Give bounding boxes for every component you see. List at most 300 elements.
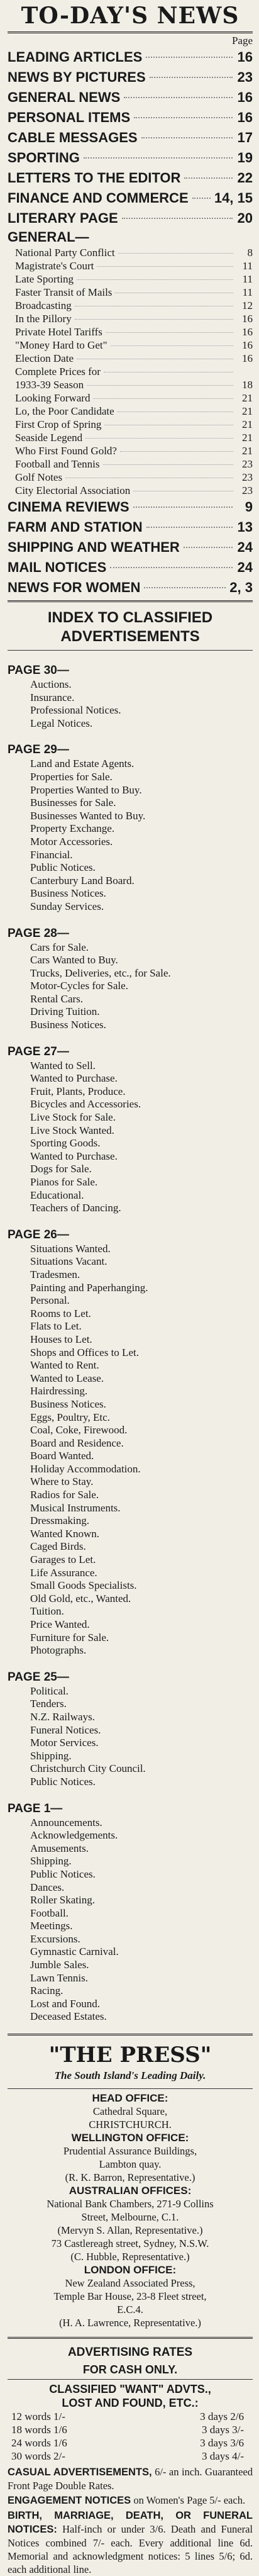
index-entry: Wanted to Lease.	[30, 1372, 104, 1384]
index-entry: Land and Estate Agents.	[30, 758, 135, 770]
general-item-page: 21	[242, 418, 253, 430]
general-item	[8, 378, 253, 391]
general-item	[8, 471, 253, 484]
index-entry: Furniture for Sale.	[30, 1631, 109, 1644]
index-section-heading: PAGE 28—	[8, 926, 69, 940]
index-entry: Pianos for Sale.	[30, 1176, 98, 1188]
general-item	[8, 418, 253, 431]
office-line: New Zealand Associated Press,	[65, 2277, 196, 2290]
wellington-office-label: WELLINGTON OFFICE:	[71, 2132, 189, 2144]
index-entry: Wanted Known.	[30, 1527, 100, 1540]
london-office-lines	[8, 2276, 253, 2329]
dot-leader	[93, 398, 233, 399]
general-item-title: Magistrate's Court	[15, 260, 94, 272]
index-entry: Wanted to Sell.	[30, 1059, 96, 1072]
office-line: 73 Castlereagh street, Sydney, N.S.W.	[51, 2237, 209, 2250]
rates-sub-rule	[8, 2379, 253, 2380]
general-item-title: First Crop of Spring	[15, 418, 102, 430]
general-item-page: 21	[242, 392, 253, 404]
index-entry: Where to Stay.	[30, 1476, 94, 1488]
dot-leader	[75, 319, 233, 320]
index-section-heading: PAGE 25—	[8, 1670, 69, 1684]
contents-title: NEWS FOR WOMEN	[8, 580, 141, 595]
index-entry: Holiday Accommodation.	[30, 1462, 141, 1475]
contents-row	[8, 108, 253, 128]
index-entry: Shipping.	[30, 1749, 72, 1762]
rate-days: 3 days 2/6	[200, 2411, 244, 2423]
index-section	[8, 1228, 253, 1657]
general-item	[8, 444, 253, 457]
contents-page: 9	[245, 499, 253, 515]
rate-days: 3 days 3/6	[200, 2437, 244, 2450]
index-entry: Property Exchange.	[30, 822, 115, 835]
index-entry: Lost and Found.	[30, 1997, 100, 2010]
general-item	[8, 286, 253, 299]
birth-notices-text: Half-inch or under 3/6. Death and Funeral Notices combined 7/- each. Every additional line 6d. Memorial and acknowledgment notices: 5 lines 5/6; 6d. each additional line.	[8, 2523, 253, 2576]
index-entry: Tuition.	[30, 1605, 64, 1618]
contents-row	[8, 148, 253, 168]
index-entry: Teachers of Dancing.	[30, 1202, 121, 1214]
dot-leader	[118, 253, 233, 254]
classified-rates-subheading: LOST AND FOUND, ETC.:	[62, 2397, 199, 2410]
general-item	[8, 299, 253, 312]
index-entry: Coal, Coke, Firewood.	[30, 1424, 128, 1436]
index-entry: Motor Accessories.	[30, 835, 113, 848]
general-item	[8, 457, 253, 471]
index-entry: Lawn Tennis.	[30, 1971, 88, 1984]
general-items	[8, 246, 253, 497]
index-entry: Hairdressing.	[30, 1385, 88, 1397]
index-entry: Shops and Offices to Let.	[30, 1346, 139, 1358]
index-section-heading: PAGE 26—	[8, 1228, 69, 1241]
rates-title: ADVERTISING RATES	[67, 2346, 193, 2360]
page-column-label: Page	[231, 35, 253, 47]
dot-leader	[110, 567, 233, 568]
index-entry: Football.	[30, 1907, 69, 1919]
index-section-entries	[8, 1060, 253, 1215]
general-item-title: Seaside Legend	[15, 432, 83, 444]
index-entry: Price Wanted.	[30, 1618, 90, 1630]
index-section-entries	[8, 758, 253, 913]
index-section	[8, 663, 253, 730]
rate-words: 30 words 2/-	[11, 2450, 65, 2463]
index-entry: Financial.	[30, 848, 73, 861]
index-entry: Personal.	[30, 1294, 70, 1307]
index-entry: Business Notices.	[30, 887, 106, 900]
index-entry: Businesses for Sale.	[30, 797, 116, 809]
press-sub-rule	[8, 2088, 253, 2089]
contents-title: LITERARY PAGE	[8, 210, 118, 226]
index-entry: Caged Birds.	[30, 1540, 86, 1553]
general-item-page: 18	[242, 379, 253, 391]
general-item-title: Football and Tennis	[15, 458, 100, 470]
index-entry: Eggs, Poultry, Etc.	[30, 1411, 110, 1423]
general-item-page: 16	[242, 326, 253, 338]
contents-title: CABLE MESSAGES	[8, 130, 138, 145]
index-title-rule	[8, 650, 253, 651]
general-heading: GENERAL—	[8, 229, 89, 245]
office-line: (R. K. Barron, Representative.)	[65, 2171, 196, 2184]
contents-page: 16	[237, 89, 253, 105]
press-top-rule	[8, 2034, 253, 2036]
head-office-label: HEAD OFFICE:	[92, 2092, 168, 2105]
index-section-heading: PAGE 1—	[8, 1801, 63, 1815]
index-entry: Wanted to Purchase.	[30, 1072, 118, 1085]
general-item-title: Private Hotel Tariffs	[15, 326, 102, 338]
contents-title: MAIL NOTICES	[8, 559, 107, 575]
contents-title: GENERAL NEWS	[8, 89, 121, 105]
index-entry: Flats to Let.	[30, 1320, 82, 1333]
index-entry: Acknowledgements.	[30, 1829, 118, 1842]
index-entry: Bicycles and Accessories.	[30, 1098, 141, 1111]
contents-title: LETTERS TO THE EDITOR	[8, 170, 181, 186]
general-item-title: National Party Conflict	[15, 247, 115, 259]
rates-top-rule	[8, 2337, 253, 2339]
dot-leader	[122, 218, 233, 219]
general-item-title: In the Pillory	[15, 313, 72, 325]
index-section-entries	[8, 1817, 253, 2024]
dot-leader	[134, 117, 233, 118]
general-item-title: Lo, the Poor Candidate	[15, 405, 114, 417]
dot-leader	[111, 345, 233, 346]
dot-leader	[124, 97, 233, 98]
general-item-title: Looking Forward	[15, 392, 91, 404]
general-item	[8, 365, 253, 378]
index-entry: Rooms to Let.	[30, 1307, 91, 1319]
office-line: National Bank Chambers, 271-9 Collins	[47, 2198, 214, 2210]
index-entry: Public Notices.	[30, 1868, 96, 1880]
office-line: Temple Bar House, 23-8 Fleet street,	[53, 2290, 207, 2303]
office-line: E.C.4.	[117, 2304, 143, 2316]
index-entry: Cars Wanted to Buy.	[30, 954, 118, 966]
general-item-title: Late Sporting	[15, 273, 74, 285]
general-item	[8, 246, 253, 259]
index-entry: Driving Tuition.	[30, 1005, 100, 1018]
index-entry: Announcements.	[30, 1816, 102, 1828]
engagement-text: on Women's Page 5/- each.	[133, 2494, 246, 2507]
general-item	[8, 339, 253, 352]
index-entry: Motor Services.	[30, 1737, 99, 1749]
dot-leader	[133, 507, 233, 508]
contents-title: SHIPPING AND WEATHER	[8, 539, 180, 555]
birth-notices-paragraph	[8, 2509, 253, 2576]
index-entry: Meetings.	[30, 1920, 73, 1932]
dot-leader	[77, 279, 233, 280]
general-item-page: 8	[247, 247, 253, 259]
general-item	[8, 325, 253, 339]
index-entry: Insurance.	[30, 691, 75, 703]
index-entry: Dances.	[30, 1881, 65, 1893]
dot-leader	[106, 332, 233, 333]
index-entry: Tradesmen.	[30, 1268, 80, 1280]
index-entry: Dogs for Sale.	[30, 1163, 92, 1175]
contents-row	[8, 497, 253, 517]
general-item-title: Who First Found Gold?	[15, 445, 117, 457]
general-item-page: 21	[242, 432, 253, 444]
index-entry: Canterbury Land Board.	[30, 874, 135, 887]
dot-leader	[146, 527, 233, 528]
rate-row	[8, 2423, 253, 2436]
rate-row	[8, 2410, 253, 2423]
index-section	[8, 742, 253, 913]
news-contents-list-2	[8, 497, 253, 598]
contents-title: CINEMA REVIEWS	[8, 499, 130, 515]
head-office-lines	[8, 2105, 253, 2131]
index-entry: Rental Cars.	[30, 992, 84, 1005]
index-section-entries	[8, 941, 253, 1032]
rate-days: 3 days 4/-	[201, 2450, 244, 2463]
masthead-rule	[8, 31, 253, 33]
index-entry: Dressmaking.	[30, 1515, 89, 1527]
contents-page: 20	[237, 210, 253, 226]
classified-rates-heading: CLASSIFIED "WANT" ADVTS.,	[49, 2383, 211, 2396]
index-entry: Business Notices.	[30, 1397, 106, 1410]
contents-page: 24	[237, 559, 253, 575]
masthead: TO-DAY'S NEWS	[21, 3, 240, 29]
office-line: Prudential Assurance Buildings,	[63, 2145, 197, 2158]
contents-page: 17	[237, 130, 253, 145]
contents-page: 2, 3	[229, 580, 253, 595]
index-entry: Old Gold, etc., Wanted.	[30, 1592, 131, 1604]
casual-ads-lead: CASUAL ADVERTISEMENTS,	[8, 2467, 152, 2478]
general-block	[8, 228, 253, 497]
index-entry: Amusements.	[30, 1842, 89, 1854]
index-entry: N.Z. Railways.	[30, 1710, 95, 1723]
general-item	[8, 312, 253, 325]
index-entry: Excursions.	[30, 1932, 80, 1945]
dot-leader	[192, 198, 211, 199]
index-section	[8, 1044, 253, 1215]
birth-notices-lead: BIRTH, MARRIAGE, DEATH, OR FUNERAL NOTICES:	[8, 2510, 253, 2536]
index-entry: Businesses Wanted to Buy.	[30, 809, 146, 822]
dot-leader	[85, 438, 233, 439]
dot-leader	[87, 385, 233, 386]
general-item	[8, 391, 253, 405]
index-section-heading: PAGE 30—	[8, 664, 69, 677]
press-subtitle: The South Island's Leading Daily.	[54, 2069, 206, 2082]
general-item-page: 12	[242, 300, 253, 311]
wellington-office-lines	[8, 2144, 253, 2184]
dot-leader	[120, 451, 233, 452]
rate-words: 24 words 1/6	[11, 2437, 67, 2450]
general-item	[8, 405, 253, 418]
contents-row	[8, 537, 253, 557]
office-line: Lambton quay.	[99, 2158, 162, 2171]
index-entry: Shipping.	[30, 1855, 72, 1868]
index-top-rule	[8, 600, 253, 602]
index-entry: Roller Skating.	[30, 1894, 95, 1907]
index-section-entries	[8, 1243, 253, 1657]
contents-page: 19	[237, 150, 253, 165]
rate-row	[8, 2450, 253, 2463]
index-entry: Trucks, Deliveries, etc., for Sale.	[30, 966, 171, 979]
contents-page: 22	[237, 170, 253, 186]
index-entry: Public Notices.	[30, 861, 96, 874]
casual-ads-paragraph	[8, 2465, 253, 2492]
index-entry: Political.	[30, 1684, 69, 1697]
index-entry: Gymnastic Carnival.	[30, 1946, 119, 1958]
rate-days: 3 days 3/-	[201, 2424, 244, 2436]
general-item-title: Complete Prices for	[15, 366, 101, 378]
general-item	[8, 431, 253, 444]
contents-row	[8, 188, 253, 208]
casual-ads-text: 6/- an inch. Guaranteed Front Page Double Rates.	[8, 2466, 253, 2492]
contents-row	[8, 578, 253, 598]
index-entry: Fruit, Plants, Produce.	[30, 1085, 126, 1097]
general-item-page: 11	[242, 260, 253, 272]
index-title: INDEX TO CLASSIFIED ADVERTISEMENTS	[47, 609, 213, 645]
general-item-title: Golf Notes	[15, 471, 63, 483]
general-item-page: 23	[242, 458, 253, 470]
dot-leader	[97, 266, 233, 267]
general-item-page: 16	[242, 352, 253, 364]
general-item-page: 11	[242, 286, 253, 298]
general-item	[8, 259, 253, 272]
office-line: (Mervyn S. Allan, Representative.)	[57, 2224, 203, 2237]
rate-table	[8, 2410, 253, 2463]
general-item-page: 16	[242, 313, 253, 325]
index-section-heading: PAGE 29—	[8, 743, 69, 757]
general-item-page: 23	[242, 484, 253, 496]
index-entry: Live Stock Wanted.	[30, 1124, 114, 1136]
index-entry: Houses to Let.	[30, 1333, 92, 1345]
office-line: (C. Hubble, Representative.)	[70, 2251, 190, 2263]
contents-title: SPORTING	[8, 150, 80, 165]
dot-leader	[141, 137, 233, 138]
index-entry: Board Wanted.	[30, 1450, 94, 1462]
general-item	[8, 484, 253, 497]
general-item-page: 16	[242, 339, 253, 351]
contents-page: 24	[237, 539, 253, 555]
index-entry: Jumble Sales.	[30, 1959, 89, 1971]
dot-leader	[150, 77, 233, 78]
dot-leader	[146, 57, 233, 58]
office-line: (H. A. Lawrence, Representative.)	[59, 2317, 201, 2329]
engagement-paragraph	[8, 2494, 253, 2507]
rate-row	[8, 2436, 253, 2450]
index-entry: Wanted to Purchase.	[30, 1150, 118, 1162]
contents-row	[8, 67, 253, 87]
index-entry: Tenders.	[30, 1698, 67, 1710]
general-item	[8, 352, 253, 365]
index-entry: Properties Wanted to Buy.	[30, 783, 142, 796]
contents-row	[8, 168, 253, 188]
office-line: CHRISTCHURCH.	[89, 2119, 172, 2131]
contents-page: 16	[237, 109, 253, 125]
index-section	[8, 926, 253, 1032]
australian-offices-lines	[8, 2197, 253, 2263]
index-entry: Situations Vacant.	[30, 1255, 107, 1268]
australian-offices-label: AUSTRALIAN OFFICES:	[69, 2185, 192, 2197]
contents-title: PERSONAL ITEMS	[8, 109, 131, 125]
general-item	[8, 272, 253, 286]
office-line: Street, Melbourne, C.1.	[81, 2211, 179, 2224]
dot-leader	[184, 547, 233, 548]
contents-page: 16	[237, 49, 253, 65]
index-entry: Small Goods Specialists.	[30, 1579, 137, 1592]
index-section	[8, 1801, 253, 2024]
dot-leader	[184, 177, 233, 179]
contents-row	[8, 208, 253, 228]
general-item-page: 23	[242, 471, 253, 483]
dot-leader	[84, 157, 233, 159]
index-entry: Auctions.	[30, 678, 72, 690]
general-item-page: 21	[242, 405, 253, 417]
general-item-page: 11	[242, 273, 253, 285]
index-entry: Funeral Notices.	[30, 1723, 101, 1736]
index-entry: Radios for Sale.	[30, 1489, 99, 1501]
index-entry: Public Notices.	[30, 1775, 96, 1788]
index-entry: Professional Notices.	[30, 704, 121, 717]
rates-subtitle: FOR CASH ONLY.	[82, 2363, 178, 2377]
dot-leader	[144, 587, 226, 588]
general-item-title: City Electorial Association	[15, 484, 131, 496]
index-entry: Live Stock for Sale.	[30, 1111, 116, 1124]
index-entry: Properties for Sale.	[30, 770, 113, 783]
index-entry: Board and Residence.	[30, 1436, 124, 1449]
contents-row	[8, 557, 253, 578]
engagement-lead: ENGAGEMENT NOTICES	[8, 2495, 131, 2507]
index-entry: Garages to Let.	[30, 1554, 96, 1566]
index-entry: Sunday Services.	[30, 900, 104, 912]
contents-title: FARM AND STATION	[8, 519, 143, 535]
rate-words: 12 words 1/-	[11, 2411, 65, 2423]
index-entry: Business Notices.	[30, 1019, 106, 1031]
general-item-title: 1933-39 Season	[15, 379, 84, 391]
contents-row	[8, 517, 253, 537]
contents-row	[8, 87, 253, 108]
general-item-title: "Money Hard to Get"	[15, 339, 107, 351]
index-entry: Legal Notices.	[30, 717, 93, 729]
dot-leader	[103, 464, 234, 465]
index-section-entries	[8, 678, 253, 730]
contents-title: FINANCE AND COMMERCE	[8, 190, 189, 206]
news-contents-list	[8, 47, 253, 228]
contents-row	[8, 47, 253, 67]
contents-title: LEADING ARTICLES	[8, 49, 143, 65]
general-item-title: Election Date	[15, 352, 74, 364]
classified-index	[8, 663, 253, 2024]
general-item-title: Faster Transit of Mails	[15, 286, 113, 298]
index-section	[8, 1670, 253, 1789]
contents-page: 14, 15	[214, 190, 253, 206]
index-entry: Motor-Cycles for Sale.	[30, 980, 128, 992]
rate-words: 18 words 1/6	[11, 2424, 67, 2436]
general-item-title: Broadcasting	[15, 300, 72, 311]
index-entry: Educational.	[30, 1189, 84, 1201]
contents-page: 13	[237, 519, 253, 535]
contents-title: NEWS BY PICTURES	[8, 69, 146, 85]
index-entry: Situations Wanted.	[30, 1242, 111, 1255]
index-entry: Deceased Estates.	[30, 2010, 107, 2023]
index-section-heading: PAGE 27—	[8, 1044, 69, 1058]
index-entry: Christchurch City Council.	[30, 1762, 146, 1775]
london-office-label: LONDON OFFICE:	[84, 2264, 177, 2276]
index-entry: Painting and Paperhanging.	[30, 1281, 148, 1294]
press-title: "THE PRESS"	[48, 2042, 212, 2068]
index-entry: Racing.	[30, 1985, 63, 1997]
office-line: Cathedral Square,	[92, 2105, 168, 2118]
index-entry: Wanted to Rent.	[30, 1359, 99, 1372]
general-item-page: 21	[242, 445, 253, 457]
contents-row	[8, 128, 253, 148]
index-entry: Musical Instruments.	[30, 1501, 121, 1514]
index-entry: Cars for Sale.	[30, 941, 89, 953]
index-entry: Sporting Goods.	[30, 1137, 101, 1150]
index-section-entries	[8, 1685, 253, 1789]
index-entry: Photographs.	[30, 1644, 87, 1657]
contents-page: 23	[237, 69, 253, 85]
